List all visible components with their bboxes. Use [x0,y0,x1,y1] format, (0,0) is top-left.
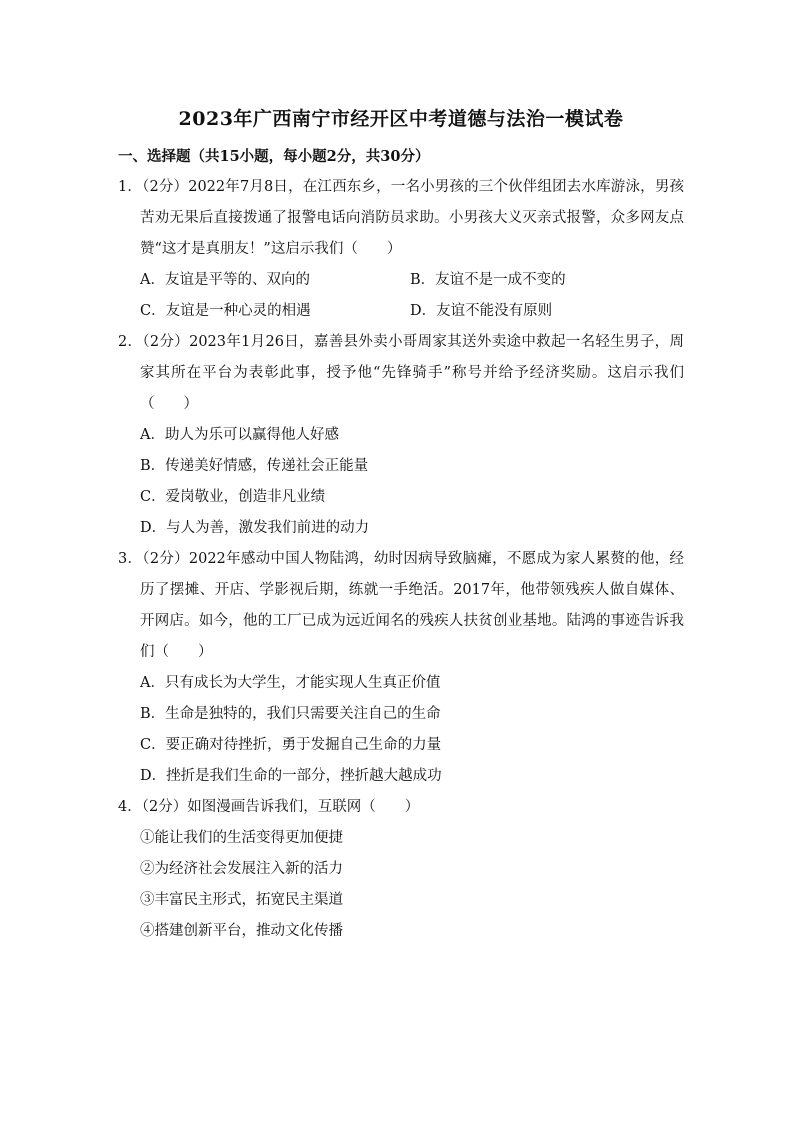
option-a: A．友谊是平等的、双向的 [140,272,310,288]
question-2 [118,327,684,544]
option-1: ①能让我们的生活变得更加便捷 [140,830,343,846]
option-row [140,296,684,327]
question-options [118,823,684,947]
question-1 [118,172,684,327]
question-options [118,420,684,544]
option-b: B．友谊不是一成不变的 [410,272,566,288]
question-4 [118,792,684,947]
option-2: ②为经济社会发展注入新的活力 [140,861,343,877]
question-stem: 2．（2分）2023年1月26日，嘉善县外卖小哥周家其送外卖途中救起一名轻生男子，周家其所在平台为表彰此事，授予他“先锋骑手”称号并给予经济奖励。这启示我们（ ） [118,334,684,412]
question-options [118,668,684,792]
option-4: ④搭建创新平台，推动文化传播 [140,923,343,939]
option-d: D．与人为善，激发我们前进的动力 [140,520,370,536]
question-stem: 3．（2分）2022年感动中国人物陆鸿，幼时因病导致脑瘫，不愿成为家人累赘的他，经历了摆摊、开店、学影视后期，练就一手绝活。2017年，他带领残疾人做自媒体、开网店。如今，他的工厂已成为远近闻名的残疾人扶贫创业基地。陆鸿的事迹告诉我们（ ） [118,551,684,660]
section-heading: 一、选择题（共15小题，每小题2分，共30分） [118,148,430,165]
exam-title: 2023年广西南宁市经开区中考道德与法治一模试卷 [178,108,624,130]
option-d: D．友谊不能没有原则 [410,303,553,319]
option-c: C．要正确对待挫折，勇于发掘自己生命的力量 [140,737,442,753]
option-d: D．挫折是我们生命的一部分，挫折越大越成功 [140,768,442,784]
option-3: ③丰富民主形式，拓宽民主渠道 [140,892,343,908]
option-b: B．传递美好情感，传递社会正能量 [140,458,369,474]
option-c: C．爱岗敬业，创造非凡业绩 [140,489,326,505]
option-row [140,265,684,296]
question-stem: 4．（2分）如图漫画告诉我们，互联网（ ） [118,799,420,815]
option-b: B．生命是独特的，我们只需要关注自己的生命 [140,706,441,722]
question-stem: 1．（2分）2022年7月8日，在江西东乡，一名小男孩的三个伙伴组团去水库游泳，男孩苦劝无果后直接拨通了报警电话向消防员求助。小男孩大义灭亲式报警，众多网友点赞“这才是真朋友！”这启示我们（ ） [118,179,684,257]
question-options [118,265,684,327]
option-a: A．只有成长为大学生，才能实现人生真正价值 [140,675,441,691]
question-3 [118,544,684,792]
option-a: A．助人为乐可以赢得他人好感 [140,427,339,443]
option-c: C．友谊是一种心灵的相遇 [140,303,311,319]
